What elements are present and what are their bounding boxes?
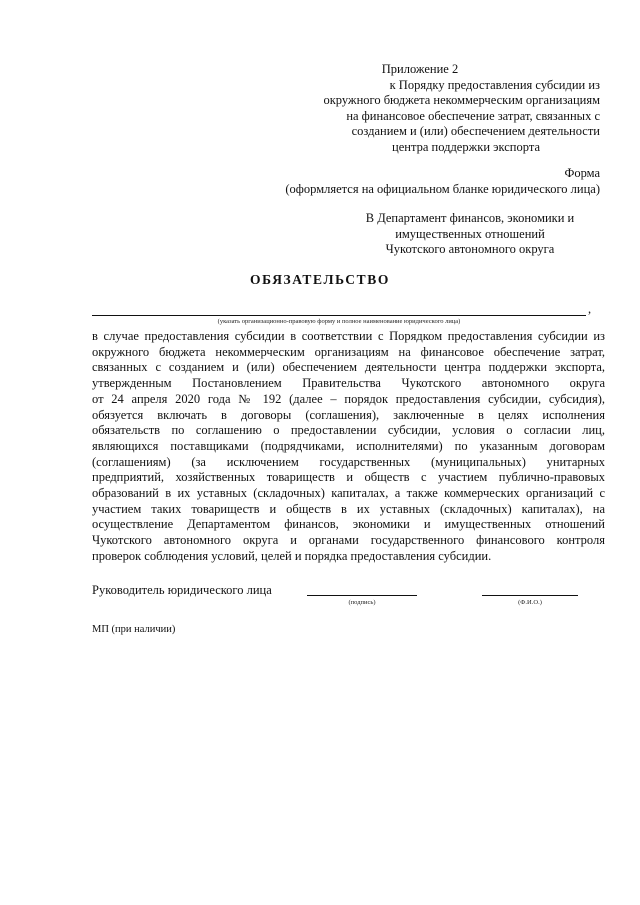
document-heading: ОБЯЗАТЕЛЬСТВО — [250, 272, 390, 287]
form-block — [200, 166, 600, 197]
appendix-line: окружного бюджета некоммерческим организациям — [323, 93, 600, 107]
body-line: обязательств по соглашению о предоставлении субсидии, условия о согласии лиц, — [92, 423, 605, 438]
body-line: обязуется включать в договоры (соглашения), заключенные в целях исполнения — [92, 407, 605, 422]
appendix-line: к Порядку предоставления субсидии из — [389, 77, 600, 92]
appendix-block — [240, 62, 600, 155]
recipient-line: имущественных отношений — [395, 226, 545, 241]
full-name-line[interactable] — [482, 595, 578, 596]
obligation-text — [92, 329, 605, 565]
appendix-line: созданием и (или) обеспечением деятельности — [351, 124, 600, 138]
body-line: связанных с созданием и (или) обеспечением деятельности центра поддержки экспорта, — [92, 360, 605, 375]
org-name-caption: (указать организационно-правовую форму и полное наименование юридического лица) — [217, 318, 461, 325]
stamp-note: МП (при наличии) — [92, 624, 176, 635]
recipient-line: Чукотского автономного округа — [385, 242, 555, 256]
signature-caption: (подпись) — [348, 599, 376, 606]
signature-label: Руководитель юридического лица — [92, 583, 272, 597]
body-line: утвержденным Постановлением Правительства Чукотского автономного округа — [92, 376, 605, 391]
body-line: Чукотского автономного округа и органами государственного финансового контроля — [92, 533, 605, 548]
body-line: предприятий, хозяйственных товариществ и обществ с участием публично-правовых — [92, 470, 605, 485]
form-label: Форма — [564, 166, 600, 180]
appendix-line: центра поддержки экспорта — [392, 139, 540, 154]
body-line: являющихся поставщиками (подрядчиками, исполнителями) по указанным договорам — [92, 438, 605, 453]
body-line: в случае предоставления субсидии в соответствии с Порядком предоставления субсидии из — [92, 329, 605, 343]
appendix-title: Приложение 2 — [381, 62, 459, 76]
body-line: от 24 апреля 2020 года № 192 (далее – порядок предоставления субсидии, субсидия), — [92, 391, 605, 406]
org-name-line[interactable] — [92, 315, 586, 316]
body-line: (соглашениям) (за исключением государственных (муниципальных) унитарных — [92, 454, 605, 469]
body-line: осуществление Департаментом финансов, экономики и имущественных отношений — [92, 517, 605, 532]
form-note: (оформляется на официальном бланке юридического лица) — [285, 181, 600, 196]
recipient-line: В Департамент финансов, экономики и — [365, 211, 575, 225]
signature-line[interactable] — [307, 595, 417, 596]
org-name-comma: , — [588, 302, 592, 316]
appendix-line: на финансовое обеспечение затрат, связанных с — [346, 108, 600, 123]
full-name-caption: (Ф.И.О.) — [518, 599, 542, 606]
body-line: участием таких товариществ и обществ в их уставных (складочных) капиталах), на — [92, 501, 605, 516]
body-line: окружного бюджета некоммерческим организациям на финансовое обеспечение затрат, — [92, 344, 605, 359]
recipient-block — [350, 211, 590, 258]
body-line: проверок соблюдения условий, целей и порядка предоставления субсидии. — [92, 548, 492, 563]
body-line: образований в их уставных (складочных) капиталах, а также коммерческих организаций с — [92, 486, 605, 501]
